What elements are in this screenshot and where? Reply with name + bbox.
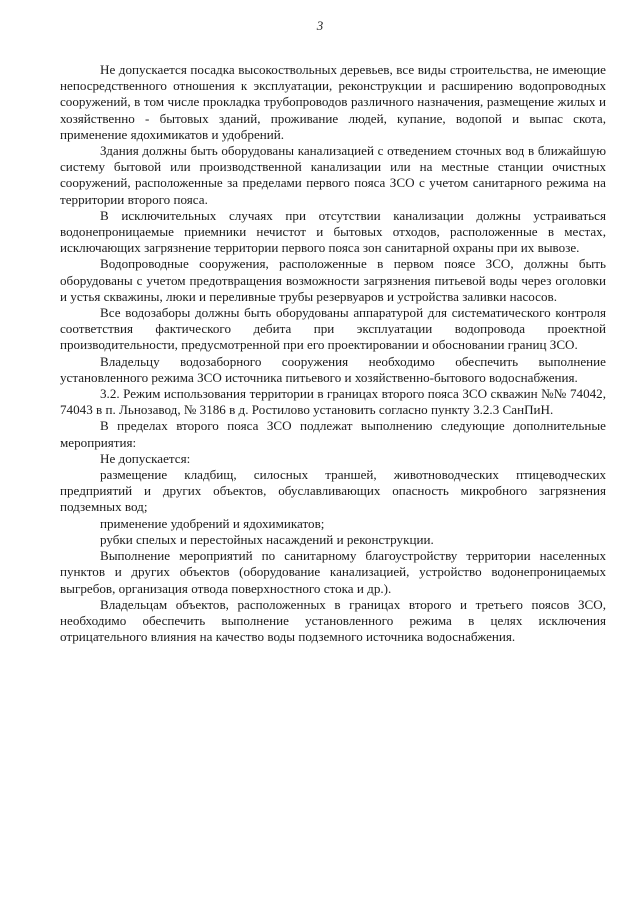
paragraph-restrictions-first-belt: Не допускается посадка высокоствольных деревьев, все виды строительства, не имеющие непосредственного отношения к эксплуатации, реконструкции и расширению водопроводных сооружений, в том числе прокладка трубопроводов различного назначения, размещение жилых и хозяйственно - бытовых зданий, проживание людей, купание, водопой и выпас скота, применение ядохимикатов и удобрений. <box>60 62 606 142</box>
paragraph-owners-second-third-belts: Владельцам объектов, расположенных в границах второго и третьего поясов ЗСО, необходимо обеспечить выполнение установленного режима в целях исключения отрицательного влияния на качество воды подземного источника водоснабжения. <box>60 596 606 645</box>
paragraph-placement-items: размещение кладбищ, силосных траншей, животноводческих птицеводческих предприятий и других объектов, обуславливающих опасность микробного загрязнения подземных вод; <box>60 467 606 515</box>
paragraph-sanitary-measures: Выполнение мероприятий по санитарному благоустройству территории населенных пунктов и других объектов (оборудование канализацией, устройство водонепроницаемых выгребов, организация отвода поверхностного стока и др.). <box>60 548 606 596</box>
document-body <box>60 62 606 645</box>
paragraph-not-allowed: Не допускается: <box>100 450 191 466</box>
paragraph-owner-obligation: Владельцу водозаборного сооружения необходимо обеспечить выполнение установленного режима ЗСО источника питьевого и хозяйственно-бытового водоснабжения. <box>60 353 606 385</box>
paragraph-second-belt-measures: В пределах второго пояса ЗСО подлежат выполнению следующие дополнительные мероприятия: <box>60 418 606 450</box>
page-number: 3 <box>316 18 324 33</box>
paragraph-section-3-2: 3.2. Режим использования территории в границах второго пояса ЗСО скважин №№ 74042, 74043 в п. Льнозавод, № 3186 в д. Ростилово установить согласно пункту 3.2.3 СанПиН. <box>60 386 606 418</box>
paragraph-sewerage: Здания должны быть оборудованы канализацией с отведением сточных вод в ближайшую систему бытовой или производственной канализации или на местные станции очистных сооружений, расположенные за пределами первого пояса ЗСО с учетом санитарного режима на территории второго пояса. <box>60 143 606 207</box>
paragraph-water-structures: Водопроводные сооружения, расположенные в первом поясе ЗСО, должны быть оборудованы с учетом предотвращения возможности загрязнения питьевой воды через оголовки и устья скважины, люки и переливные трубы резервуаров и устройства заливки насосов. <box>60 256 606 304</box>
paragraph-felling: рубки спелых и перестойных насаждений и реконструкции. <box>100 531 434 547</box>
paragraph-fertilizers: применение удобрений и ядохимикатов; <box>100 515 325 531</box>
paragraph-water-intakes: Все водозаборы должны быть оборудованы аппаратурой для систематического контроля соответствия фактического дебита при эксплуатации водопровода проектной производительности, предусмотренной при его проектировании и обосновании границ ЗСО. <box>60 305 606 353</box>
paragraph-exceptional-cases: В исключительных случаях при отсутствии канализации должны устраиваться водонепроницаемые приемники нечистот и бытовых отходов, расположенные в местах, исключающих загрязнение территории первого пояса зон санитарной охраны при их вывозе. <box>60 207 606 256</box>
